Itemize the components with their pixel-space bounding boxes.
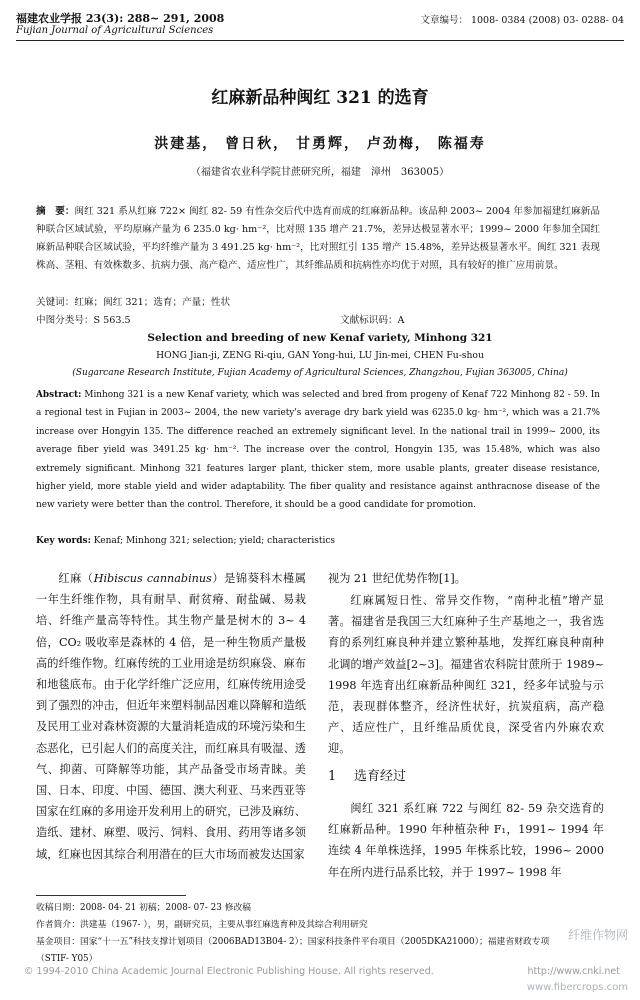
body-left-column: [36, 568, 306, 865]
footnote-received: 收稿日期：2008- 04- 21 初稿；2008- 07- 23 修改稿: [36, 903, 251, 913]
watermark-url: www.fibercrops.com: [526, 982, 628, 993]
body-right-paragraph: 红麻属短日性、常异交作物，“南种北植”增产显著。福建省是我国三大红麻种子生产基地之一，我省选育的系列红麻良种并建立繁种基地，发挥红麻良种南种北调的增产效益[2~3]。福建省农科院甘蔗所于 1989~ 1998 年选育出红麻新品种闽红 321，经多年试验与示范，表现群体整齐，经济性状好，抗炭疽病，高产稳产、适应性广，且纤维品质优良，深受省内外麻农欢迎。: [328, 594, 604, 756]
classification-number: 中图分类号：S 563.5: [36, 315, 131, 326]
journal-name-cn: 福建农业学报 23(3): 288~ 291, 2008: [16, 12, 225, 25]
intro-paragraph: ）是锦葵科木槿属一年生纤维作物，具有耐旱、耐贫瘠、耐盐碱、易栽培、纤维产量高等特性。其生物产量是树木的 3~ 4 倍，CO₂ 吸收率是森林的 4 倍，是一种生物质产量极高的纤维作物。红麻传统的工业用途是纺织麻袋、麻布和地毯底布。由于化学纤维广泛应用，红麻传统用途受到了强烈的冲击，但近年来塑料制品因难以降解和造纸及民用工业对森林资源的大量消耗造成的环境污染和生态恶化，已引起人们的高度关注，而红麻具有吸湿、透气、抑菌、可降解等功能，其产品备受市场青睐。美国、日本、印度、中国、德国、澳大利亚、马来西亚等国家在红麻的多用途开发利用上的研究，已涉及麻纺、造纸、建材、麻塑、吸污、饲料、食用、药用等诸多领域，红麻也因其综合利用潜在的巨大市场而被发达国家: [36, 572, 306, 861]
affiliation-en: (Sugarcane Research Institute, Fujian Academy of Agricultural Sciences, Zhangzhou, Fujian 363005, China): [72, 368, 568, 378]
section-number: 1: [328, 769, 337, 784]
keywords-cn: 关键词：红麻；闽红 321；选育；产量；性状: [36, 297, 231, 308]
journal-name-en: Fujian Journal of Agricultural Sciences: [16, 25, 214, 36]
footnote-funding: 基金项目：国家“十一五”科技支撑计划项目（2006BAD13B04- 2）；国家科技条件平台项目（2005DKA21000）；福建省财政专项: [36, 937, 550, 947]
intro-term: 红麻（: [58, 572, 94, 585]
affiliation-cn: （福建省农业科学院甘蔗研究所，福建 漳州 363005）: [190, 167, 450, 178]
header-rule: [16, 40, 624, 41]
section-paragraph: 闽红 321 系红麻 722 与闽红 82- 59 杂交选育的红麻新品种。1990 年种植杂种 F₁，1991~ 1994 年连续 4 年单株选择，1995 年株系比较，1996~ 2000 年在所内进行品系比较，并于 1997~ 1998 年: [328, 802, 604, 879]
footnote-rule: [36, 895, 186, 896]
section-title: 选育经过: [354, 769, 407, 784]
abstract-cn-text: 闽红 321 系从红麻 722× 闽红 82- 59 有性杂交后代中选育而成的红麻新品种。该品种 2003~ 2004 年参加福建红麻新品种联合区域试验，平均原麻产量为 6 235.0 kg· hm⁻²，比对照 135 增产 21.7%，差异达极显著水平；1999~ 2000 年参加全国红麻新品种联合区域试验，平均纤维产量为 3 491.25 kg· hm⁻²，比对照红引 135 增产 15.48%，差异达极显著水平。闽红 321 表现株高、茎粗、有效株数多、抗病力强、高产稳产、适应性广，其纤维品质和抗病性亦均优于对照，具有较好的推广应用前景。: [36, 206, 600, 271]
watermark-line1: 纤维作物网: [567, 928, 628, 942]
abstract-en: [36, 386, 600, 515]
keywords-en: [36, 536, 335, 546]
abstract-en-text: Minhong 321 is a new Kenaf variety, which was selected and bred from progeny of Kenaf 722 Minhong 82 - 59. In a regional test in Fujian in 2003~ 2004, the new variety's average dry bark yield was 6235.0 kg· hm⁻², which was a 21.7% increase over Hongyin 135. The difference reached an extremely significant level. In the national trail in 1999~ 2000, its average fiber yield was 3491.25 kg· hm⁻². The increase over the control, Hongyin 135, was 15.48%, which was also extremely significant. Minhong 321 features larger plant, thicker stem, more usable plants, greater disease resistance, higher yield, more stable yield and wider adaptability. The fiber quality and resistance against anthracnose disease of the new variety were better than the control. Therefore, it should be a good candidate for promotion.: [36, 390, 600, 511]
document-code: 文献标识码：A: [340, 315, 405, 326]
body-right-first-line: 视为 21 世纪优势作物[1]。: [328, 572, 466, 585]
copyright-notice: © 1994-2010 China Academic Journal Electronic Publishing House. All rights reserved.: [24, 966, 434, 977]
footnote-funding-cont: （STIF- Y05）: [36, 954, 98, 964]
keywords-en-label: Key words:: [36, 536, 91, 546]
abstract-cn: [36, 203, 600, 275]
footnote-author: 作者简介：洪建基（1967- ），男，副研究员，主要从事红麻选育种及其综合利用研究: [36, 920, 368, 930]
paper-title-en: Selection and breeding of new Kenaf variety, Minhong 321: [147, 332, 493, 344]
site-link[interactable]: http://www.cnki.net: [527, 966, 620, 977]
authors-en: HONG Jian-ji, ZENG Ri-qiu, GAN Yong-hui, LU Jin-mei, CHEN Fu-shou: [156, 350, 484, 361]
section-heading: [328, 765, 406, 784]
watermark: [568, 925, 628, 945]
article-number: 文章编号： 1008- 0384 (2008) 03- 0288- 04: [420, 15, 624, 26]
paper-title-cn: 红麻新品种闽红 321 的选育: [211, 88, 429, 108]
authors-cn: 洪建基， 曾日秋， 甘勇辉， 卢劲梅， 陈福寿: [154, 136, 486, 152]
keywords-en-text: Kenaf; Minhong 321; selection; yield; characteristics: [93, 536, 335, 546]
abstract-en-label: Abstract:: [36, 390, 82, 400]
intro-latin-name: Hibiscus cannabinus: [93, 572, 212, 585]
abstract-cn-label: 摘 要：: [36, 206, 75, 217]
